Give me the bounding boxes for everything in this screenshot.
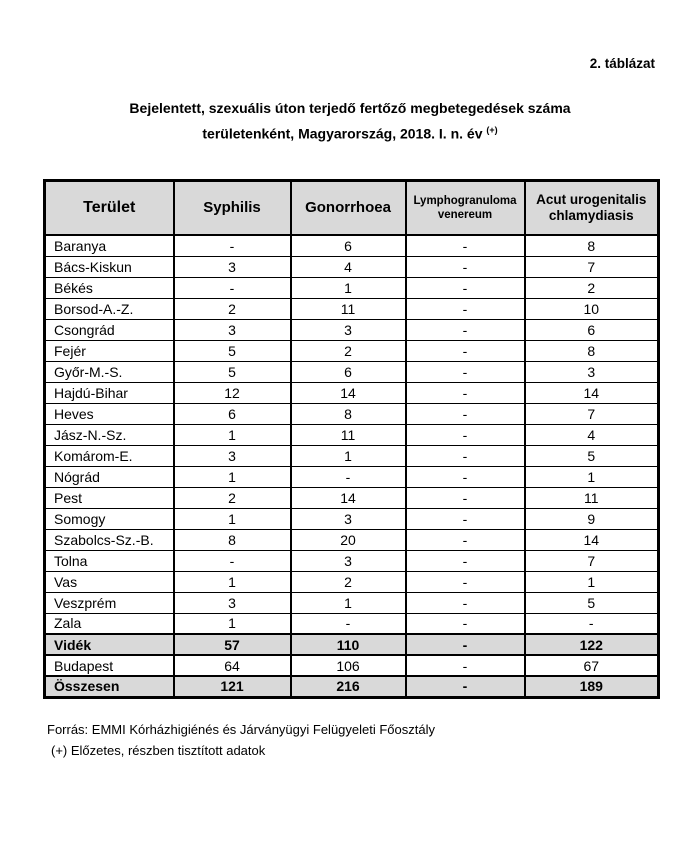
region-cell: Csongrád <box>45 319 174 340</box>
value-cell: - <box>406 298 525 319</box>
region-cell: Somogy <box>45 508 174 529</box>
value-cell: 7 <box>525 256 659 277</box>
region-cell: Budapest <box>45 655 174 676</box>
value-cell: - <box>406 487 525 508</box>
value-cell: 5 <box>174 361 291 382</box>
table-row <box>45 445 659 466</box>
value-cell: 1 <box>174 466 291 487</box>
region-cell: Baranya <box>45 235 174 256</box>
table-number-label: 2. táblázat <box>589 56 655 71</box>
value-cell: 8 <box>174 529 291 550</box>
value-cell: - <box>174 235 291 256</box>
value-cell: 2 <box>174 298 291 319</box>
value-cell: 1 <box>291 277 406 298</box>
document-title <box>0 97 700 145</box>
value-cell: 8 <box>291 403 406 424</box>
value-cell: 3 <box>174 319 291 340</box>
value-cell: - <box>406 340 525 361</box>
table-row <box>45 319 659 340</box>
value-cell: - <box>406 550 525 571</box>
region-cell: Szabolcs-Sz.-B. <box>45 529 174 550</box>
value-cell: 14 <box>291 382 406 403</box>
value-cell: 1 <box>174 571 291 592</box>
value-cell: - <box>406 655 525 676</box>
column-header-acut-urogenitalis-chlamydiasis: Acut urogenitalis chlamydiasis <box>525 180 659 235</box>
value-cell: 5 <box>174 340 291 361</box>
value-cell: 216 <box>291 676 406 697</box>
table-row <box>45 403 659 424</box>
value-cell: 3 <box>174 445 291 466</box>
table-row <box>45 382 659 403</box>
table-row <box>45 634 659 655</box>
value-cell: 7 <box>525 550 659 571</box>
table-row <box>45 613 659 634</box>
region-cell: Győr-M.-S. <box>45 361 174 382</box>
table-row <box>45 592 659 613</box>
region-cell: Összesen <box>45 676 174 697</box>
value-cell: 14 <box>525 529 659 550</box>
region-cell: Bács-Kiskun <box>45 256 174 277</box>
value-cell: 8 <box>525 340 659 361</box>
value-cell: 6 <box>174 403 291 424</box>
value-cell: 6 <box>525 319 659 340</box>
value-cell: 2 <box>525 277 659 298</box>
value-cell: 1 <box>525 466 659 487</box>
value-cell: - <box>174 277 291 298</box>
value-cell: - <box>406 445 525 466</box>
value-cell: 2 <box>291 340 406 361</box>
value-cell: 11 <box>525 487 659 508</box>
source-note: Forrás: EMMI Kórházhigiénés és Járványügyi Felügyeleti Főosztály <box>47 721 435 737</box>
table-row <box>45 508 659 529</box>
value-cell: 3 <box>291 508 406 529</box>
value-cell: 8 <box>525 235 659 256</box>
region-cell: Heves <box>45 403 174 424</box>
value-cell: - <box>406 613 525 634</box>
value-cell: 6 <box>291 235 406 256</box>
value-cell: 11 <box>291 298 406 319</box>
value-cell: 11 <box>291 424 406 445</box>
table-row <box>45 424 659 445</box>
region-cell: Komárom-E. <box>45 445 174 466</box>
value-cell: 57 <box>174 634 291 655</box>
column-header-lymphogranuloma-venereum: Lymphogranuloma venereum <box>406 180 525 235</box>
value-cell: - <box>406 592 525 613</box>
value-cell: 9 <box>525 508 659 529</box>
footer <box>47 719 700 761</box>
value-cell: 4 <box>525 424 659 445</box>
value-cell: 6 <box>291 361 406 382</box>
value-cell: - <box>406 403 525 424</box>
value-cell: 64 <box>174 655 291 676</box>
region-cell: Zala <box>45 613 174 634</box>
value-cell: - <box>406 466 525 487</box>
region-cell: Veszprém <box>45 592 174 613</box>
table-row <box>45 487 659 508</box>
table-row <box>45 340 659 361</box>
value-cell: 14 <box>525 382 659 403</box>
value-cell: - <box>406 634 525 655</box>
std-data-table <box>43 179 660 699</box>
region-cell: Jász-N.-Sz. <box>45 424 174 445</box>
value-cell: 5 <box>525 592 659 613</box>
region-cell: Fejér <box>45 340 174 361</box>
value-cell: 5 <box>525 445 659 466</box>
value-cell: 14 <box>291 487 406 508</box>
table-row <box>45 298 659 319</box>
table-row <box>45 277 659 298</box>
table-row <box>45 529 659 550</box>
value-cell: 12 <box>174 382 291 403</box>
value-cell: - <box>406 424 525 445</box>
value-cell: 3 <box>291 319 406 340</box>
title-line-2 <box>0 119 700 145</box>
value-cell: 106 <box>291 655 406 676</box>
region-cell: Békés <box>45 277 174 298</box>
value-cell: - <box>291 613 406 634</box>
table-row <box>45 256 659 277</box>
value-cell: 122 <box>525 634 659 655</box>
table-row <box>45 235 659 256</box>
document-page <box>0 56 700 761</box>
value-cell: - <box>406 676 525 697</box>
value-cell: 1 <box>174 613 291 634</box>
value-cell: 1 <box>174 508 291 529</box>
value-cell: 3 <box>174 256 291 277</box>
value-cell: 121 <box>174 676 291 697</box>
value-cell: 10 <box>525 298 659 319</box>
value-cell: 1 <box>291 592 406 613</box>
value-cell: 7 <box>525 403 659 424</box>
region-cell: Pest <box>45 487 174 508</box>
table-row <box>45 655 659 676</box>
value-cell: - <box>406 256 525 277</box>
value-cell: - <box>525 613 659 634</box>
value-cell: 1 <box>174 424 291 445</box>
column-header-terulet: Terület <box>45 180 174 235</box>
value-cell: 20 <box>291 529 406 550</box>
value-cell: - <box>406 277 525 298</box>
value-cell: 1 <box>525 571 659 592</box>
value-cell: 3 <box>525 361 659 382</box>
value-cell: - <box>406 571 525 592</box>
value-cell: 67 <box>525 655 659 676</box>
value-cell: - <box>174 550 291 571</box>
title-footnote-marker: (+) <box>486 125 498 135</box>
value-cell: - <box>406 319 525 340</box>
table-row <box>45 361 659 382</box>
value-cell: - <box>406 361 525 382</box>
region-cell: Vas <box>45 571 174 592</box>
footnote: (+) Előzetes, részben tisztított adatok <box>51 742 266 758</box>
column-header-syphilis: Syphilis <box>174 180 291 235</box>
region-cell: Hajdú-Bihar <box>45 382 174 403</box>
value-cell: 2 <box>174 487 291 508</box>
value-cell: 2 <box>291 571 406 592</box>
region-cell: Borsod-A.-Z. <box>45 298 174 319</box>
value-cell: 3 <box>174 592 291 613</box>
title-line-2-text: területenként, Magyarország, 2018. I. n. év <box>202 125 483 142</box>
region-cell: Tolna <box>45 550 174 571</box>
title-line-1: Bejelentett, szexuális úton terjedő fertőző megbetegedések száma <box>129 100 571 116</box>
value-cell: 1 <box>291 445 406 466</box>
region-cell: Vidék <box>45 634 174 655</box>
value-cell: 110 <box>291 634 406 655</box>
value-cell: - <box>406 382 525 403</box>
table-row <box>45 571 659 592</box>
value-cell: 4 <box>291 256 406 277</box>
table-row <box>45 676 659 697</box>
value-cell: - <box>406 235 525 256</box>
value-cell: - <box>291 466 406 487</box>
value-cell: - <box>406 529 525 550</box>
value-cell: 189 <box>525 676 659 697</box>
table-header-row <box>45 180 659 235</box>
value-cell: - <box>406 508 525 529</box>
column-header-gonorrhoea: Gonorrhoea <box>291 180 406 235</box>
value-cell: 3 <box>291 550 406 571</box>
table-row <box>45 550 659 571</box>
region-cell: Nógrád <box>45 466 174 487</box>
table-row <box>45 466 659 487</box>
